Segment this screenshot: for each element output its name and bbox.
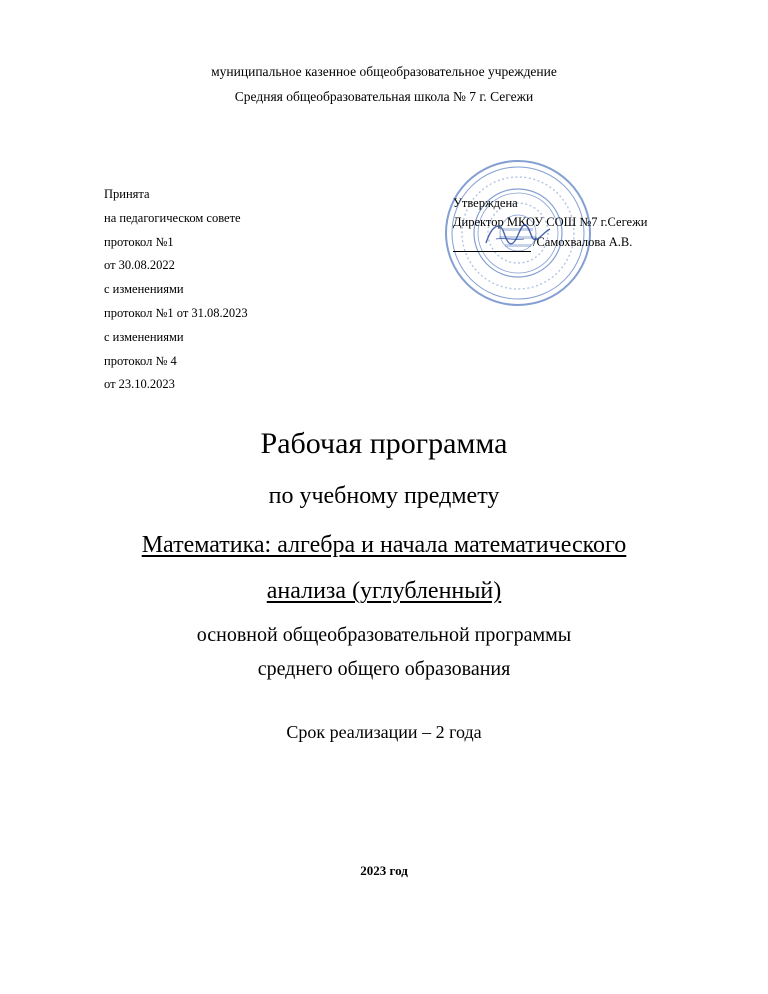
subject-name-line1	[0, 530, 768, 560]
approval-director: Директор МКОУ СОШ №7 г.Сегежи	[453, 215, 648, 229]
subject-prefix: по учебному предмету	[268, 483, 500, 509]
accepted-line: с изменениями	[104, 282, 184, 297]
document-year: 2023 год	[360, 863, 408, 878]
accepted-line: от 23.10.2023	[104, 377, 175, 392]
accepted-line: с изменениями	[104, 329, 184, 344]
program-line2: среднего общего образования	[257, 658, 511, 680]
accepted-line: протокол №1 от 31.08.2023	[104, 305, 248, 320]
approval-signer: /Самохвалова А.В.	[533, 235, 633, 249]
accepted-block	[104, 183, 248, 397]
subject-name-line2	[0, 576, 768, 606]
school-name: Средняя общеобразовательная школа № 7 г. Сегежи	[234, 89, 534, 104]
accepted-line: Принята	[104, 187, 150, 201]
accepted-line: от 30.08.2022	[104, 258, 175, 273]
accepted-line: протокол № 4	[104, 353, 177, 368]
signature-icon	[478, 215, 558, 255]
program-line1: основной общеобразовательной программы	[196, 624, 572, 646]
approval-label: Утверждена	[453, 196, 518, 210]
accepted-line: на педагогическом совете	[104, 210, 241, 225]
subject-name-text: анализа (углубленный)	[266, 578, 502, 604]
institution-type: муниципальное казенное общеобразовательное учреждение	[211, 64, 557, 79]
accepted-line: протокол №1	[104, 234, 174, 249]
implementation-term: Срок реализации – 2 года	[286, 722, 482, 742]
document-title: Рабочая программа	[260, 427, 508, 460]
subject-name-text: Математика: алгебра и начала математического	[141, 532, 627, 558]
